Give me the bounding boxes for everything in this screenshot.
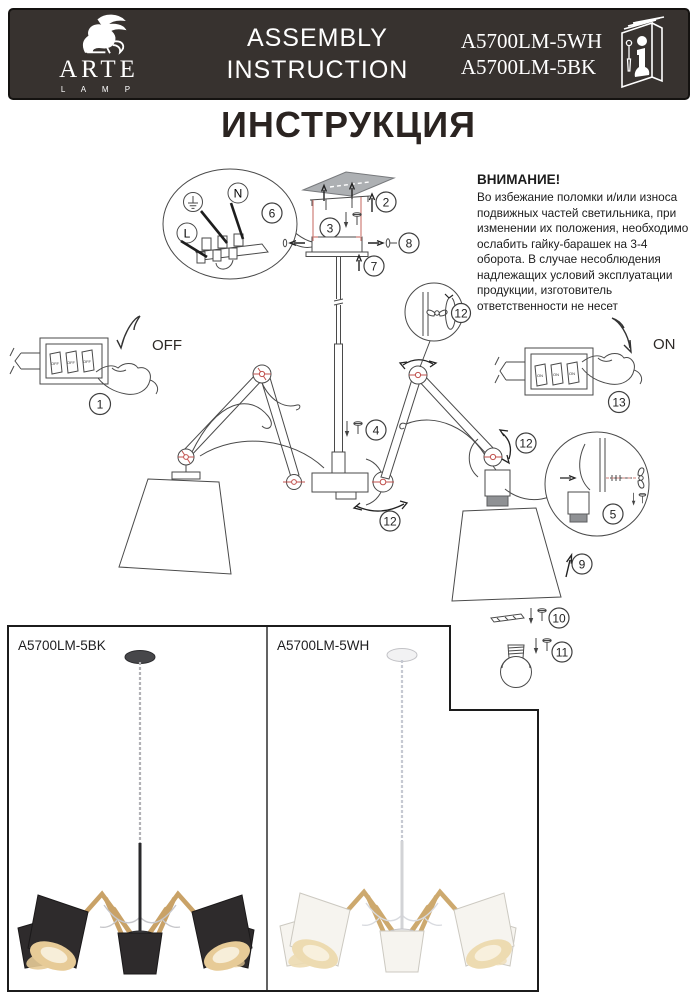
wingnut-icon: [427, 310, 447, 316]
svg-text:12: 12: [383, 514, 397, 529]
chandelier-black: [18, 651, 254, 977]
shade-callout: [566, 554, 592, 577]
callout-9: [572, 554, 592, 574]
right-arm: [381, 360, 561, 601]
turn-arrow: [117, 316, 140, 348]
brand-logo: [24, 14, 174, 94]
header-bar: [8, 8, 690, 100]
callout-6: [262, 203, 282, 223]
svg-text:7: 7: [370, 259, 378, 274]
socket-band: [487, 496, 508, 506]
switch-label-on-2: ON: [553, 372, 559, 377]
wire-label-l: L: [183, 226, 191, 241]
svg-text:5: 5: [609, 507, 617, 522]
info-glyph: [635, 36, 650, 77]
screw-icon: [344, 212, 361, 228]
mounting-bracket: [310, 192, 396, 238]
callout-12-hub: [380, 511, 400, 531]
callout-13: [609, 392, 630, 413]
screw-icon: [345, 421, 362, 437]
side-screw-left: [283, 239, 286, 247]
breaker-switches: [50, 350, 94, 374]
switch-label-on-3: ON: [569, 371, 575, 376]
callout-4: [366, 420, 386, 440]
switch-label-off-3: OFF: [83, 359, 91, 364]
model-number-bk: A5700LM-5BK: [460, 55, 597, 79]
warning-heading: ВНИМАНИЕ!: [477, 172, 561, 187]
left-arm: [119, 365, 324, 574]
model-numbers: [461, 28, 602, 81]
svg-text:4: 4: [372, 423, 380, 438]
svg-text:1: 1: [96, 397, 104, 412]
warning-body: Во избежание поломки и/или износа подвижных частей светильника, при изменении их положения, необходимо ослабить гайку-барашек на 3-4 оборота. В случае несоблюдения надлежащих условий эксплуатации продукции, изготовитель ответственности не несет: [477, 190, 689, 313]
arrow-up: [357, 256, 362, 272]
on-label: ON: [653, 336, 676, 353]
svg-text:13: 13: [612, 395, 626, 410]
svg-text:6: 6: [268, 206, 276, 221]
callout-7: [364, 256, 384, 276]
callout-3: [320, 218, 340, 238]
svg-text:3: 3: [326, 221, 334, 236]
brand-subname: L A M P: [60, 85, 138, 94]
off-label: OFF: [152, 337, 182, 354]
wire-label-n: N: [233, 186, 243, 201]
brand-name: ARTE: [59, 56, 139, 83]
hanging-rod: [332, 256, 386, 473]
svg-text:9: 9: [578, 557, 586, 572]
callout-12-elbow: [516, 433, 536, 453]
product-label-bk: A5700LM-5BK: [18, 638, 106, 653]
document-title-line1: ASSEMBLY: [246, 23, 388, 52]
svg-text:11: 11: [555, 645, 569, 660]
chandelier-white: [280, 649, 516, 975]
manual-booklet-icon: [612, 15, 674, 93]
document-title-line2: INSTRUCTION: [226, 56, 409, 84]
winged-lion-icon: [64, 14, 134, 56]
svg-text:12: 12: [519, 436, 533, 451]
wiring-detail-balloon: [163, 169, 320, 279]
page-title: ИНСТРУКЦИЯ: [221, 104, 476, 145]
wingnut-icon: [638, 468, 644, 488]
callout-12-balloon: [452, 304, 471, 323]
turn-arrow: [612, 318, 631, 352]
document-title: [174, 22, 461, 87]
right-lampshade: [452, 508, 561, 601]
svg-text:12: 12: [454, 306, 468, 321]
callout-2: [376, 192, 396, 212]
callout-5: [603, 504, 623, 524]
svg-text:2: 2: [382, 195, 390, 210]
rotation-arrows: [354, 501, 407, 511]
power-on-station: [495, 318, 676, 413]
left-lampshade: [119, 479, 231, 574]
callout-8: [399, 233, 419, 253]
callout-1: [90, 394, 111, 415]
switch-label-off-2: OFF: [67, 360, 75, 365]
switch-label-on-1: ON: [537, 373, 543, 378]
product-label-wh: A5700LM-5WH: [277, 638, 370, 653]
wingnut-detail-balloon: [405, 283, 471, 367]
breaker-switches: [535, 362, 579, 386]
svg-text:10: 10: [552, 611, 566, 626]
svg-text:8: 8: [405, 236, 413, 251]
product-panels: [0, 620, 697, 1000]
side-screw-right: [386, 239, 397, 247]
power-off-station: [10, 316, 182, 415]
arrow-up: [369, 194, 374, 212]
switch-label-off-1: OFF: [51, 361, 59, 366]
arrow-right: [368, 241, 383, 246]
model-number-wh: A5700LM-5WH: [460, 28, 602, 53]
